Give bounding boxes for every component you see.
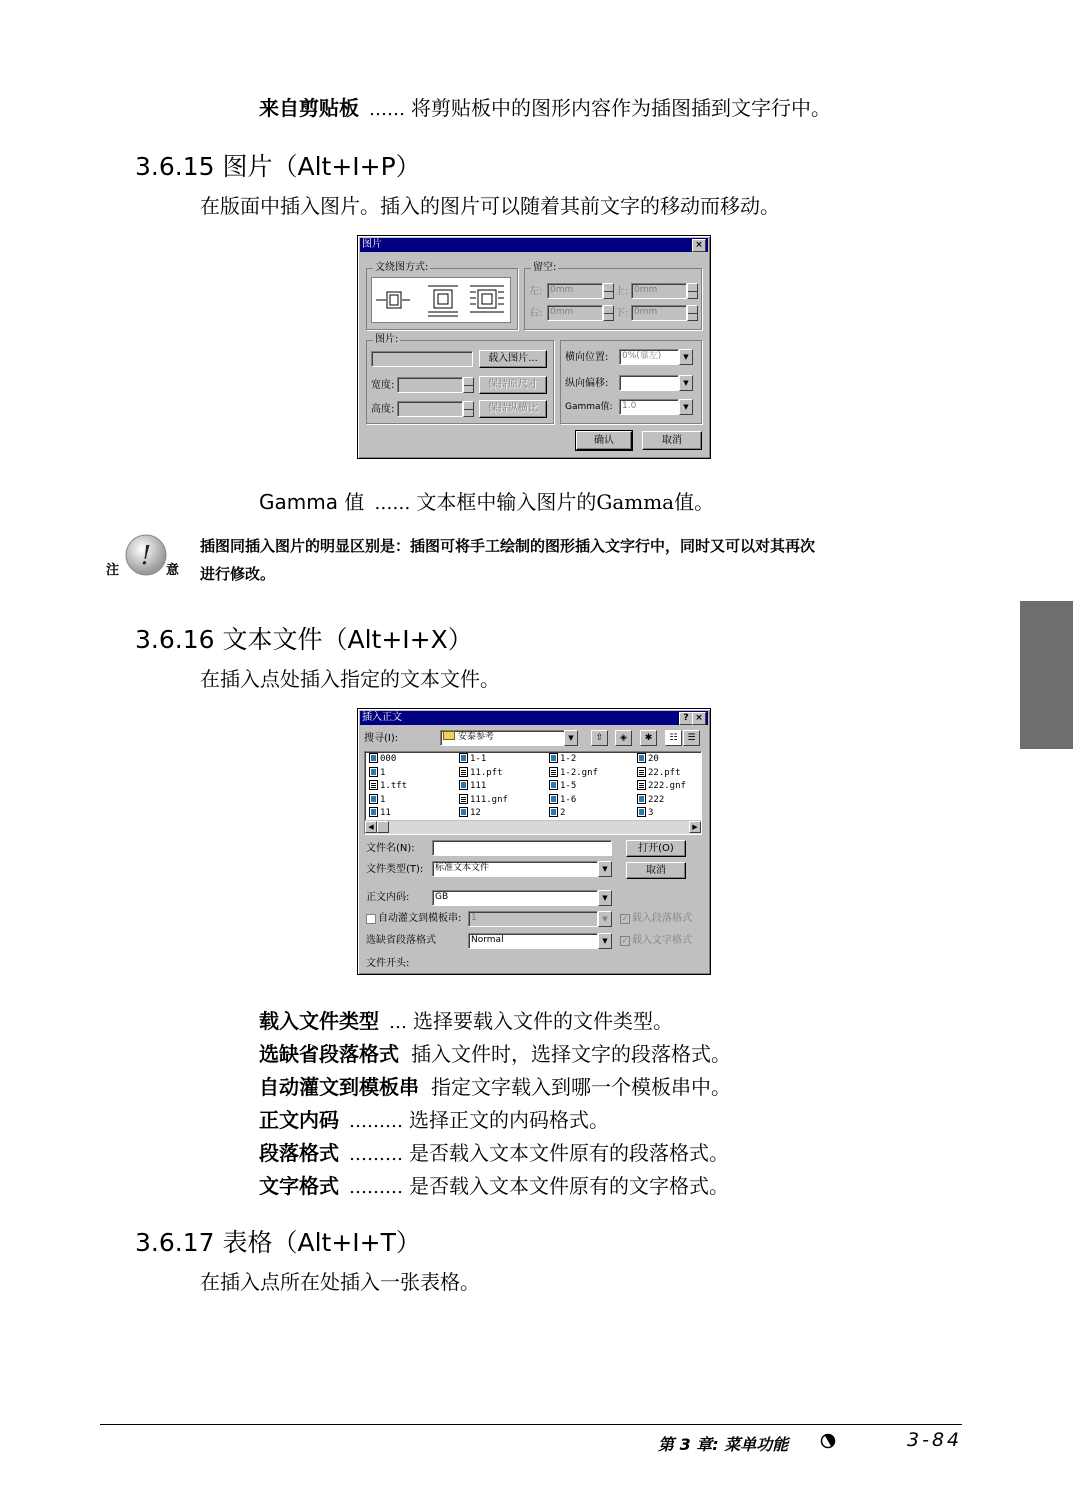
file-name: 1.tft [380, 781, 408, 791]
file-item[interactable] [369, 794, 385, 807]
file-icon [369, 767, 378, 777]
file-name: 11 [380, 808, 391, 818]
option-item [259, 1008, 673, 1036]
file-item[interactable] [637, 794, 664, 807]
up-folder-icon[interactable]: ⇧ [591, 730, 608, 746]
desktop-icon[interactable]: ◈ [615, 730, 632, 746]
item-term: 正文内码 [259, 1108, 339, 1132]
wrap-mode-group [366, 262, 518, 330]
filename-field[interactable] [432, 840, 612, 856]
file-name: 1-2.gnf [560, 767, 598, 778]
file-icon [369, 807, 378, 817]
section-para-3-6-16: 在插入点处插入指定的文本文件。 [200, 667, 500, 691]
option-item [259, 1140, 729, 1168]
width-field[interactable] [397, 377, 463, 393]
item-dots: … [389, 1012, 407, 1033]
file-icon [549, 807, 558, 817]
filename-label: 文件名(N): [366, 843, 415, 854]
encoding-dropdown-icon[interactable]: ▼ [598, 890, 612, 906]
file-name: 1-1 [470, 754, 487, 764]
item-desc: 选择正文的内码格式。 [409, 1108, 609, 1132]
auto-flow-checkbox[interactable] [366, 914, 376, 924]
file-start-label: 文件开头: [366, 958, 410, 969]
filetype-dropdown-icon[interactable]: ▼ [598, 861, 612, 877]
item-dots: ……… [349, 1177, 403, 1198]
load-char-format-checkbox[interactable]: ✓ [621, 936, 629, 945]
position-group [560, 340, 702, 424]
item-dots: ……… [349, 1111, 403, 1132]
auto-flow-label: 自动灌文到模板串: [378, 913, 462, 924]
item-term: 自动灌文到模板串 [259, 1075, 419, 1099]
clipboard-item [259, 95, 831, 123]
margin-group-label: 留空: [533, 262, 557, 273]
close-icon[interactable]: × [692, 712, 706, 725]
cancel-button[interactable]: 取消 [626, 862, 686, 879]
item-term: 选缺省段落格式 [259, 1042, 399, 1066]
right-margin-field[interactable]: 0mm [547, 305, 603, 321]
file-item[interactable] [549, 753, 576, 766]
height-label: 高度: [371, 404, 395, 415]
note-line-1: 插图同插入图片的明显区别是：插图可将手工绘制的图形插入文字行中，同时又可以对其再次 [200, 537, 816, 555]
file-name: 000 [380, 754, 397, 764]
top-margin-field[interactable]: 0mm [631, 283, 687, 299]
left-margin-spinner[interactable] [603, 283, 614, 299]
section-heading-3-6-15: 3.6.15 图片（Alt+I+P） [135, 152, 421, 181]
file-icon [459, 807, 468, 817]
note-icon [106, 533, 188, 581]
wrap-mode-icons [372, 278, 510, 322]
item-desc: 将剪贴板中的图形内容作为插图插到文字行中。 [411, 96, 831, 120]
gamma-field[interactable]: 1.0 [619, 399, 679, 415]
item-dots: …… [369, 99, 405, 120]
picture-group-label: 图片: [375, 334, 399, 345]
load-para-format-label: 载入段落格式 [632, 913, 692, 924]
file-name: 1 [380, 767, 386, 778]
right-margin-spinner[interactable] [603, 305, 614, 321]
height-spinner[interactable] [463, 401, 474, 417]
option-item [259, 1173, 729, 1201]
width-label: 宽度: [371, 380, 395, 391]
voffset-dropdown-icon[interactable]: ▼ [679, 375, 693, 391]
item-desc: 选择要载入文件的文件类型。 [413, 1009, 673, 1033]
scroll-thumb[interactable] [377, 821, 389, 833]
voffset-label: 纵向偏移: [565, 378, 609, 389]
section-heading-3-6-16: 3.6.16 文本文件（Alt+I+X） [135, 625, 473, 654]
file-name: 1-5 [560, 781, 577, 791]
file-name: 11.pft [470, 767, 503, 778]
file-name: 222 [648, 794, 665, 805]
picture-dialog-titlebar [360, 238, 708, 252]
file-icon [549, 794, 558, 804]
file-icon [459, 794, 468, 804]
section-para-3-6-15: 在版面中插入图片。插入的图片可以随着其前文字的移动而移动。 [200, 194, 780, 218]
file-item[interactable] [459, 753, 486, 766]
width-spinner[interactable] [463, 377, 474, 393]
file-item[interactable] [637, 780, 686, 793]
file-item[interactable] [637, 807, 653, 820]
gamma-label: Gamma值: [565, 402, 613, 412]
default-para-label: 选缺省段落格式 [366, 935, 436, 946]
lookin-value: 安泰参考 [458, 732, 495, 742]
footer-rule [100, 1424, 962, 1425]
file-item[interactable] [369, 753, 396, 766]
note-icon-label-left: 注 [106, 563, 120, 578]
horizontal-scrollbar[interactable] [365, 820, 701, 834]
option-item [259, 1107, 609, 1135]
gamma-item [259, 489, 714, 517]
item-dots: …… [374, 493, 411, 514]
file-item[interactable] [459, 807, 481, 820]
dialog-title: 图片 [362, 239, 382, 250]
hpos-label: 横向位置: [565, 352, 609, 363]
bottom-margin-spinner[interactable] [687, 305, 698, 321]
file-icon [549, 767, 558, 777]
bottom-margin-field[interactable]: 0mm [631, 305, 687, 321]
file-icon [637, 780, 646, 790]
file-item[interactable] [369, 767, 385, 780]
details-view-icon[interactable]: ☰ [683, 730, 700, 746]
file-name: 1 [380, 794, 386, 805]
wrap-mode-options [371, 277, 511, 323]
file-icon [459, 780, 468, 790]
wrap-around-option[interactable] [428, 286, 458, 316]
keep-ratio-button[interactable]: 保持纵横比 [479, 400, 547, 418]
file-name: 22.pft [648, 767, 681, 778]
svg-text:!: ! [140, 541, 152, 571]
wrap-none-option[interactable] [376, 292, 410, 308]
scroll-right-icon[interactable]: ▶ [689, 821, 701, 833]
item-desc: 是否载入文本文件原有的文字格式。 [409, 1174, 729, 1198]
hpos-dropdown-icon[interactable]: ▼ [679, 349, 693, 365]
bottom-margin-label: 下: [615, 308, 629, 319]
option-item [259, 1041, 731, 1069]
top-margin-label: 上: [615, 286, 629, 297]
file-item[interactable] [549, 780, 576, 793]
item-term: 段落格式 [259, 1141, 339, 1165]
left-margin-label: 左: [529, 286, 543, 297]
scroll-left-icon[interactable]: ◀ [365, 821, 377, 833]
hpos-select[interactable]: 0%(靠左) [619, 349, 679, 365]
footer-chapter: 第 3 章: 菜单功能 [658, 1435, 789, 1454]
item-term: Gamma 值 [259, 490, 365, 514]
auto-flow-dropdown-icon[interactable]: ▼ [598, 911, 612, 927]
insert-dialog-titlebar [360, 711, 708, 725]
chapter-tab [1020, 601, 1073, 749]
item-desc: 文本框中输入图片的Gamma值。 [416, 490, 715, 514]
file-name: 12 [470, 808, 481, 818]
top-margin-spinner[interactable] [687, 283, 698, 299]
keep-size-button[interactable]: 保持原尺寸 [479, 376, 547, 394]
section-heading-3-6-17: 3.6.17 表格（Alt+I+T） [135, 1228, 421, 1257]
encoding-select[interactable]: GB [432, 890, 598, 906]
list-view-icon[interactable]: ☷ [665, 730, 682, 746]
file-item[interactable] [459, 767, 503, 780]
file-icon [369, 753, 378, 763]
file-icon [459, 767, 468, 777]
default-para-dropdown-icon[interactable]: ▼ [598, 933, 612, 949]
gamma-dropdown-icon[interactable]: ▼ [679, 399, 693, 415]
item-desc: 插入文件时，选择文字的段落格式。 [411, 1042, 731, 1066]
file-item[interactable] [637, 753, 659, 766]
file-icon [369, 794, 378, 804]
item-dots: ……… [349, 1144, 403, 1165]
file-icon [549, 753, 558, 763]
file-item[interactable] [637, 767, 681, 780]
file-item[interactable] [459, 794, 508, 807]
file-item[interactable] [549, 794, 576, 807]
help-icon[interactable]: ? [679, 712, 693, 725]
insert-text-dialog [357, 708, 711, 975]
right-margin-label: 右: [529, 308, 543, 319]
option-item [259, 1074, 731, 1102]
file-item[interactable] [549, 807, 565, 820]
file-item[interactable] [549, 767, 598, 780]
file-name: 1-6 [560, 794, 577, 805]
item-term: 文字格式 [259, 1174, 339, 1198]
item-desc: 是否载入文本文件原有的段落格式。 [409, 1141, 729, 1165]
filetype-select[interactable]: 标准文本文件 [432, 861, 598, 877]
new-folder-icon[interactable]: ✱ [640, 730, 657, 746]
cancel-button[interactable]: 取消 [642, 431, 702, 450]
file-name: 20 [648, 754, 659, 764]
open-button[interactable]: 打开(O) [626, 840, 686, 857]
margin-group [524, 262, 702, 330]
file-icon [637, 794, 646, 804]
lookin-dropdown-icon[interactable]: ▼ [564, 730, 578, 746]
close-icon[interactable]: × [692, 239, 706, 252]
file-list[interactable] [364, 751, 702, 835]
picture-path-field[interactable] [371, 351, 473, 367]
file-icon [637, 753, 646, 763]
wrap-mode-group-label: 文绕图方式: [375, 262, 429, 273]
page-number: 3-84 [907, 1429, 963, 1451]
file-item[interactable] [459, 780, 486, 793]
auto-flow-select[interactable]: 1 [468, 911, 598, 927]
height-field[interactable] [397, 401, 463, 417]
encoding-label: 正文内码: [366, 892, 410, 903]
wrap-tight-option[interactable] [470, 286, 504, 312]
file-icon [369, 780, 378, 790]
picture-group [366, 334, 554, 424]
file-name: 222.gnf [648, 781, 686, 791]
load-picture-button[interactable]: 载入图片... [479, 350, 547, 368]
voffset-select[interactable] [619, 375, 679, 391]
dialog-title: 插入正文 [362, 712, 402, 723]
file-name: 2 [560, 808, 566, 818]
file-item[interactable] [369, 780, 407, 793]
lookin-select[interactable] [440, 730, 566, 746]
item-desc: 指定文字载入到哪一个模板串中。 [431, 1075, 731, 1099]
file-icon [549, 780, 558, 790]
half-circle-icon [820, 1433, 836, 1449]
left-margin-field[interactable]: 0mm [547, 283, 603, 299]
file-name: 111.gnf [470, 794, 508, 805]
file-icon [459, 753, 468, 763]
file-item[interactable] [369, 807, 391, 820]
note-line-2: 进行修改。 [200, 565, 276, 583]
file-icon [637, 767, 646, 777]
section-para-3-6-17: 在插入点所在处插入一张表格。 [200, 1270, 480, 1294]
item-term: 载入文件类型 [259, 1009, 379, 1033]
file-name: 1-2 [560, 754, 577, 764]
item-term: 来自剪贴板 [259, 96, 359, 120]
note-icon-label-right: 意 [166, 563, 180, 578]
picture-dialog [357, 235, 711, 459]
ok-button[interactable]: 确认 [576, 431, 632, 450]
file-name: 3 [648, 808, 654, 818]
file-icon [637, 807, 646, 817]
load-para-format-checkbox[interactable]: ✓ [621, 914, 629, 923]
folder-icon [443, 731, 455, 740]
load-char-format-label: 载入文字格式 [632, 935, 692, 946]
filetype-label: 文件类型(T): [366, 864, 424, 875]
default-para-select[interactable]: Normal [468, 933, 598, 949]
lookin-label: 搜寻(I): [364, 733, 399, 744]
file-name: 111 [470, 781, 487, 791]
